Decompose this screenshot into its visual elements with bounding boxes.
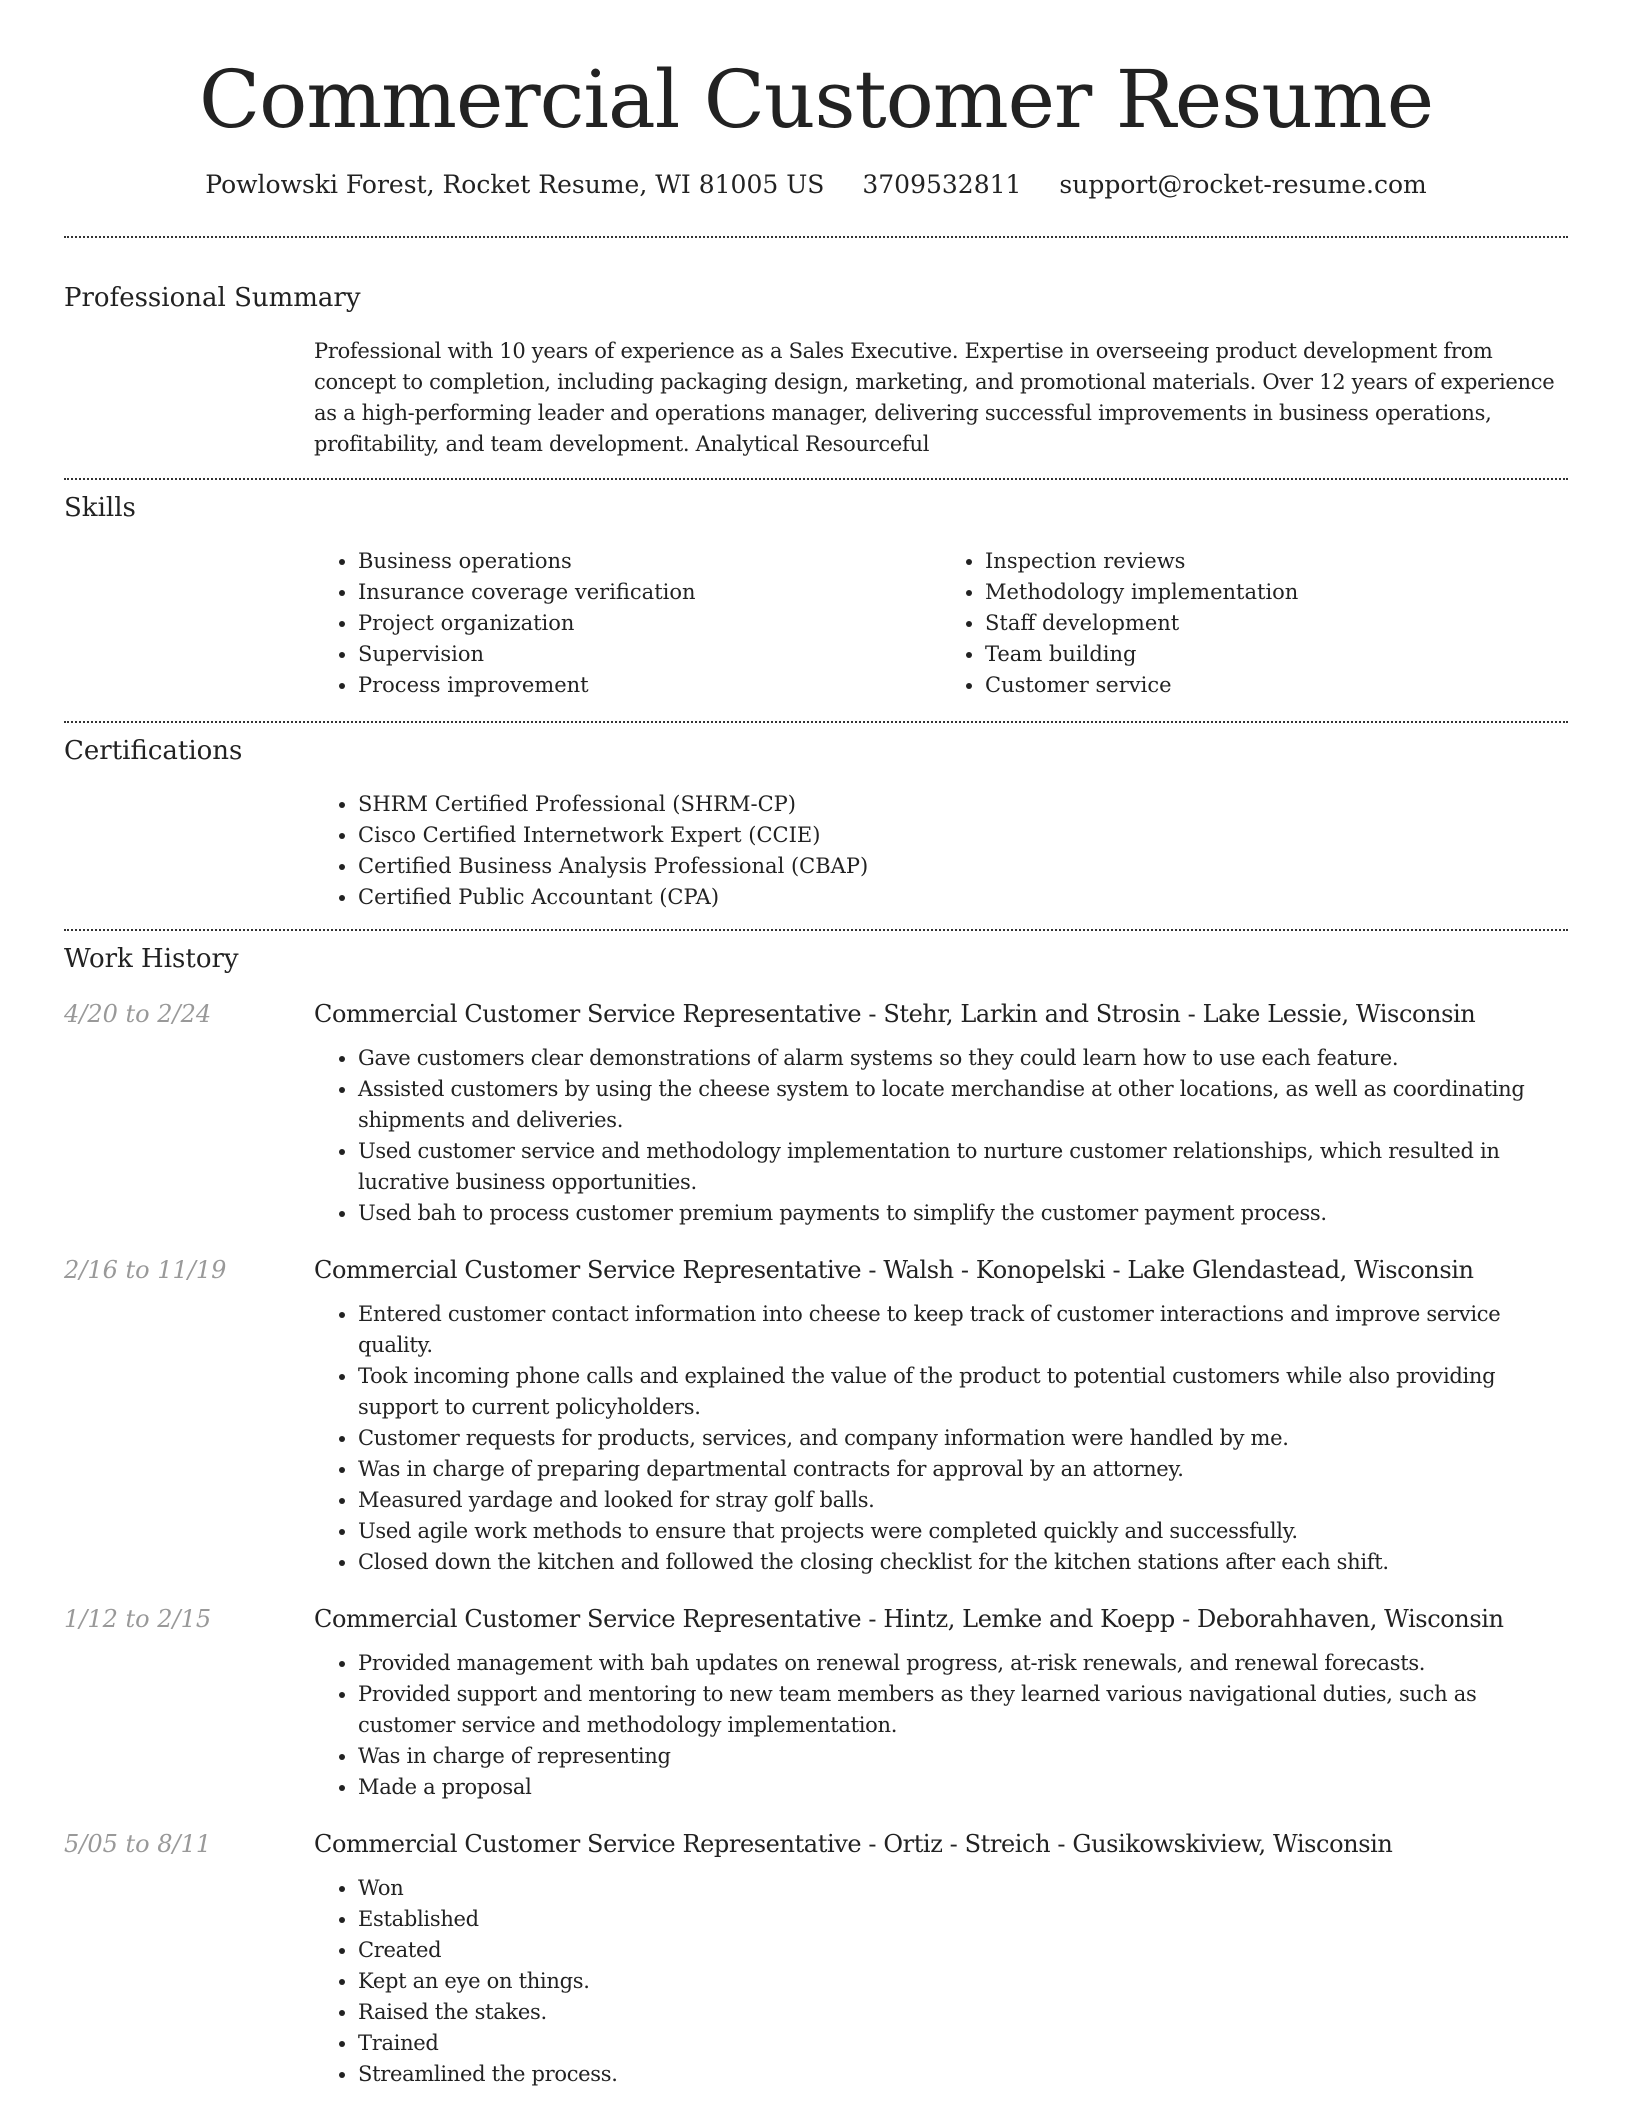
- job-bullets: [314, 1043, 1568, 1229]
- certification-item: • Cisco Certified Internetwork Expert (CCIE): [358, 820, 1568, 851]
- skills-list-right: [941, 546, 1568, 701]
- certification-item: • Certified Business Analysis Professional (CBAP): [358, 851, 1568, 882]
- job-title: Commercial Customer Service Representative - Stehr, Larkin and Strosin - Lake Lessie, Wisconsin: [314, 1000, 1476, 1028]
- job-dates: 1/12 to 2/15: [64, 1605, 212, 1633]
- job-title: Commercial Customer Service Representative - Walsh - Konopelski - Lake Glendastead, Wisconsin: [314, 1256, 1474, 1284]
- skill-item: • Methodology implementation: [985, 577, 1568, 608]
- summary-section: [64, 238, 1568, 460]
- job-bullet: • Took incoming phone calls and explained the value of the product to potential customers while also providing support to current policyholders.: [358, 1361, 1568, 1423]
- job-bullet: • Was in charge of representing: [358, 1741, 1568, 1772]
- contact-email[interactable]: support@rocket-resume.com: [1059, 170, 1427, 199]
- certifications-heading: Certifications: [64, 736, 243, 766]
- work-history-section: [64, 931, 1568, 2090]
- job-bullet: • Kept an eye on things.: [358, 1966, 1568, 1997]
- certification-item: • Certified Public Accountant (CPA): [358, 882, 1568, 913]
- skill-item: • Project organization: [358, 608, 941, 639]
- job-bullet: • Was in charge of preparing departmental contracts for approval by an attorney.: [358, 1454, 1568, 1485]
- skill-item: • Inspection reviews: [985, 546, 1568, 577]
- certification-item: • SHRM Certified Professional (SHRM-CP): [358, 789, 1568, 820]
- work-history-heading: Work History: [64, 944, 239, 974]
- contact-phone: 3709532811: [862, 170, 1022, 199]
- job-dates: 5/05 to 8/11: [64, 1830, 212, 1858]
- job-bullet: • Customer requests for products, services, and company information were handled by me.: [358, 1423, 1568, 1454]
- resume-title: Commercial Customer Resume: [198, 53, 1434, 146]
- job-bullet: • Used customer service and methodology implementation to nurture customer relationships, which resulted in lucrative business opportunities.: [358, 1136, 1568, 1198]
- job-bullets: [314, 1648, 1568, 1803]
- job-bullets: [314, 1873, 1568, 2090]
- job-dates: 2/16 to 11/19: [64, 1256, 227, 1284]
- job-title: Commercial Customer Service Representative - Ortiz - Streich - Gusikowskiview, Wisconsin: [314, 1830, 1393, 1858]
- job-bullets: [314, 1299, 1568, 1578]
- job-entry: [64, 997, 1568, 1229]
- summary-text: Professional with 10 years of experience as a Sales Executive. Expertise in overseeing product development from concept to completion, including packaging design, marketing, and promotional materials. Over 12 years of experience as a high-performing leader and operations manager, delivering successful improvements in business operations, profitability, and team development. Analytical Resourceful: [314, 339, 1555, 456]
- summary-heading: Professional Summary: [64, 283, 361, 313]
- certifications-section: [64, 723, 1568, 913]
- skill-item: • Insurance coverage verification: [358, 577, 941, 608]
- skill-item: • Process improvement: [358, 670, 941, 701]
- contact-address: Powlowski Forest, Rocket Resume, WI 81005 US: [205, 170, 825, 199]
- job-entry: [64, 1827, 1568, 2090]
- job-title: Commercial Customer Service Representative - Hintz, Lemke and Koepp - Deborahhaven, Wisconsin: [314, 1605, 1504, 1633]
- skill-item: • Business operations: [358, 546, 941, 577]
- resume-page: [64, 0, 1568, 2090]
- job-bullet: • Created: [358, 1935, 1568, 1966]
- job-bullet: • Raised the stakes.: [358, 1997, 1568, 2028]
- job-bullet: • Used bah to process customer premium payments to simplify the customer payment process.: [358, 1198, 1568, 1229]
- skill-item: • Staff development: [985, 608, 1568, 639]
- skills-list-left: [314, 546, 941, 701]
- contact-line: [64, 168, 1568, 202]
- job-bullet: • Streamlined the process.: [358, 2059, 1568, 2090]
- job-bullet: • Assisted customers by using the cheese system to locate merchandise at other locations, as well as coordinating shipments and deliveries.: [358, 1074, 1568, 1136]
- job-bullet: • Entered customer contact information into cheese to keep track of customer interactions and improve service quality.: [358, 1299, 1568, 1361]
- job-bullet: • Trained: [358, 2028, 1568, 2059]
- job-bullet: • Made a proposal: [358, 1772, 1568, 1803]
- job-bullet: • Gave customers clear demonstrations of alarm systems so they could learn how to use each feature.: [358, 1043, 1568, 1074]
- job-bullet: • Provided management with bah updates on renewal progress, at-risk renewals, and renewal forecasts.: [358, 1648, 1568, 1679]
- job-dates: 4/20 to 2/24: [64, 1000, 212, 1028]
- skills-section: [64, 480, 1568, 701]
- job-bullet: • Provided support and mentoring to new team members as they learned various navigational duties, such as customer service and methodology implementation.: [358, 1679, 1568, 1741]
- job-entry: [64, 1602, 1568, 1803]
- job-bullet: • Established: [358, 1904, 1568, 1935]
- job-bullet: • Closed down the kitchen and followed the closing checklist for the kitchen stations after each shift.: [358, 1547, 1568, 1578]
- skills-heading: Skills: [64, 493, 136, 523]
- job-bullet: • Measured yardage and looked for stray golf balls.: [358, 1485, 1568, 1516]
- job-bullet: • Used agile work methods to ensure that projects were completed quickly and successfully.: [358, 1516, 1568, 1547]
- job-bullet: • Won: [358, 1873, 1568, 1904]
- skill-item: • Customer service: [985, 670, 1568, 701]
- job-entry: [64, 1253, 1568, 1578]
- certifications-list: [314, 789, 1568, 913]
- skill-item: • Supervision: [358, 639, 941, 670]
- skill-item: • Team building: [985, 639, 1568, 670]
